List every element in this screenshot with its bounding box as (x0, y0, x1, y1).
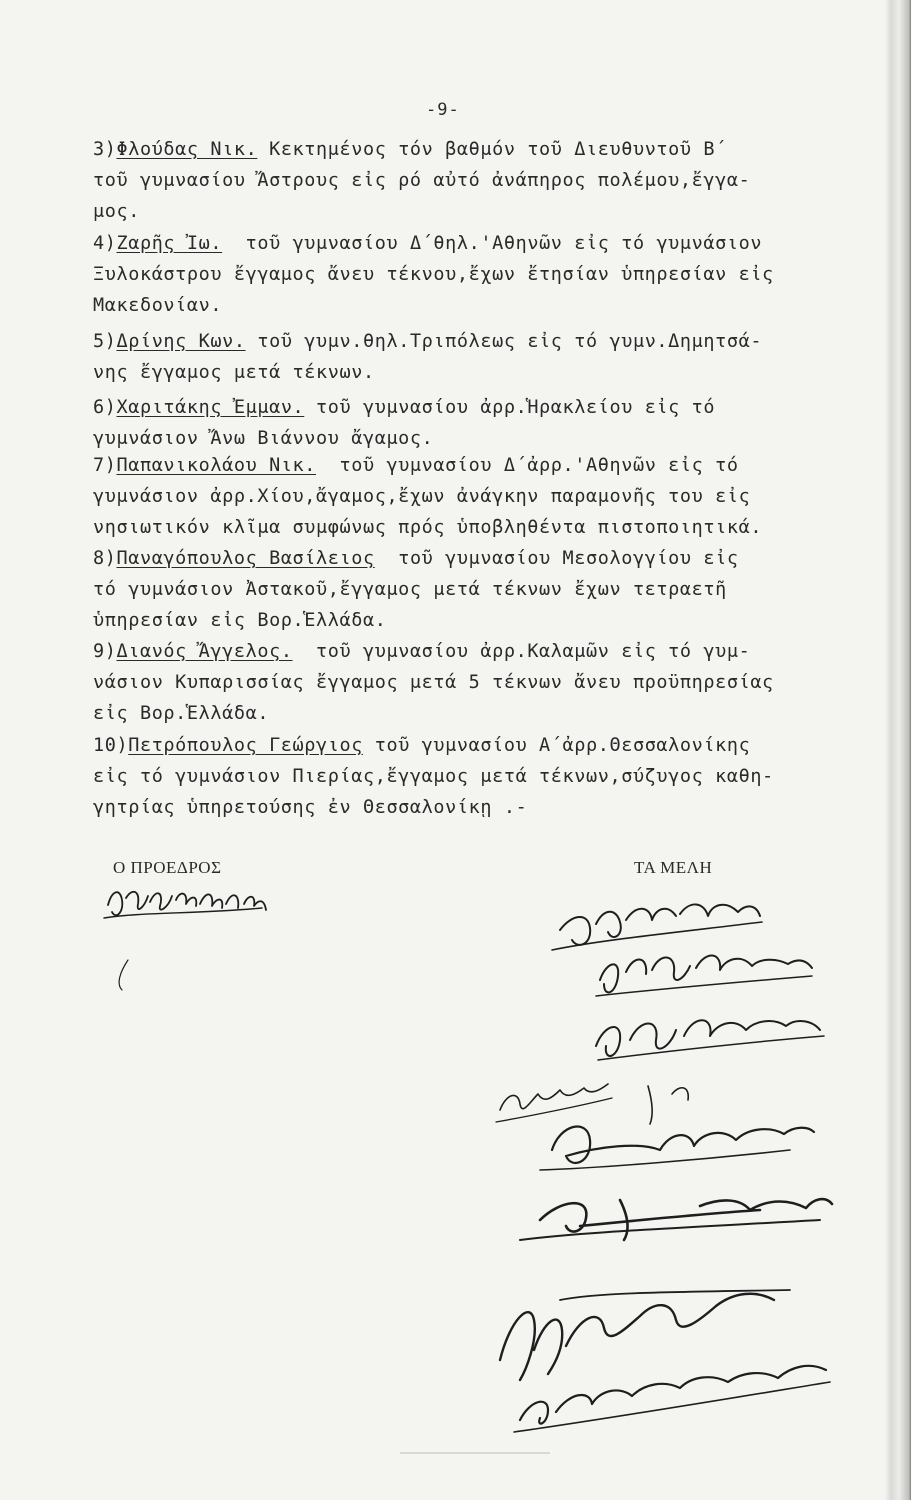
entry-9 (93, 636, 853, 729)
entry-text-line: γυμνάσιον ἀρρ.Χίου,ἄγαμος,ἔχων ἀνάγκην παραμονῆς του εἰς (93, 486, 751, 507)
entry-text: τοῦ γυμνασίου ἀρρ.Ἡρακλείου εἰς τό (304, 397, 716, 418)
entry-first-line (93, 543, 853, 574)
member-signature-7 (500, 1290, 790, 1380)
entry-first-line (93, 228, 853, 259)
entry-text: τοῦ γυμνασίου Δ΄ἀρρ.'Αθηνῶν εἰς τό (316, 455, 739, 476)
entry-text-line: νάσιον Κυπαρισσίας ἔγγαμος μετά 5 τέκνων ἄνευ προϋπηρεσίας (93, 672, 774, 693)
entry-text-line: μος. (93, 201, 140, 222)
scan-artifact (400, 1452, 550, 1454)
member-signature-5 (540, 1127, 814, 1170)
entry-first-line (93, 134, 853, 165)
teacher-name: Παπανικολάου Νικ. (116, 455, 317, 476)
entry-4 (93, 228, 853, 321)
member-signature-1 (552, 904, 762, 950)
entry-number: 3) (93, 139, 117, 160)
entry-8 (93, 543, 853, 636)
entry-number: 6) (93, 397, 117, 418)
entry-first-line (93, 326, 853, 357)
entry-first-line (93, 730, 853, 761)
entry-5 (93, 326, 853, 388)
member-signature-2 (596, 955, 812, 996)
entry-number: 5) (93, 331, 117, 352)
entry-3 (93, 134, 853, 227)
entry-number: 10) (93, 735, 129, 756)
entry-text-line: τό γυμνάσιον Ἀστακοῦ,ἔγγαμος μετά τέκνων ἔχων τετραετῆ (93, 579, 727, 600)
entry-text-line: Ξυλοκάστρου ἔγγαμος ἄνευ τέκνου,ἔχων ἔτησίαν ὑπηρεσίαν εἰς (93, 264, 774, 285)
teacher-name: Παναγόπουλος Βασίλειος (116, 548, 375, 569)
entry-text-line: τοῦ γυμνασίου Ἄστρους εἰς ρό αὐτό ἀνάπηρος πολέμου,ἔγγα- (93, 170, 751, 191)
page-number: -9- (426, 100, 460, 120)
entry-text-line: νης ἔγγαμος μετά τέκνων. (93, 362, 375, 383)
entry-text-line: Μακεδονίαν. (93, 295, 223, 316)
teacher-name: Πετρόπουλος Γεώργιος (128, 735, 363, 756)
entry-text-line: γυμνάσιον Ἄνω Βιάννου ἄγαμος. (93, 428, 434, 449)
member-signature-4 (496, 1084, 688, 1124)
entry-text-line: γητρίας ὑπηρετούσης ἐν Θεσσαλονίκῃ .- (93, 797, 528, 818)
member-signature-8 (514, 1366, 830, 1432)
teacher-name: Φλούδας Νικ. (116, 139, 258, 160)
entry-text: τοῦ γυμνασίου Δ΄θηλ.'Αθηνῶν εἰς τό γυμνάσιον (222, 233, 763, 254)
president-signature (104, 892, 266, 990)
entry-number: 7) (93, 455, 117, 476)
entry-text: τοῦ γυμνασίου Μεσολογγίου εἰς (374, 548, 739, 569)
entry-first-line (93, 636, 853, 667)
entry-first-line (93, 450, 853, 481)
entry-number: 9) (93, 641, 117, 662)
entry-text-line: εἰς τό γυμνάσιον Πιερίας,ἔγγαμος μετά τέκνων,σύζυγος καθη- (93, 766, 774, 787)
entry-6 (93, 392, 853, 454)
member-signature-3 (596, 1020, 824, 1060)
scan-edge (885, 0, 911, 1500)
entry-first-line (93, 392, 853, 423)
teacher-name: Ζαρῆς Ἰω. (116, 233, 223, 254)
teacher-name: Διανός Ἄγγελος. (116, 641, 293, 662)
president-label: Ο ΠΡΟΕΔΡΟΣ (113, 858, 222, 877)
entry-text-line: ὑπηρεσίαν εἰς Βορ.Ἑλλάδα. (93, 610, 387, 631)
entry-number: 4) (93, 233, 117, 254)
teacher-name: Χαριτάκης Ἐμμαν. (116, 397, 305, 418)
entry-text-line: νησιωτικόν κλῖμα συμφώνως πρός ὑποβληθέντα πιστοποιητικά. (93, 517, 763, 538)
entry-text: Κεκτημένος τόν βαθμόν τοῦ Διευθυντοῦ Β΄ (257, 139, 727, 160)
entry-text: τοῦ γυμνασίου Α΄ἀρρ.Θεσσαλονίκης (362, 735, 751, 756)
entry-7 (93, 450, 853, 543)
entry-number: 8) (93, 548, 117, 569)
entry-text: τοῦ γυμνασίου ἀρρ.Καλαμῶν εἰς τό γυμ- (292, 641, 751, 662)
teacher-name: Δρίνης Κων. (116, 331, 246, 352)
members-label: ΤΑ ΜΕΛΗ (634, 858, 713, 877)
member-signature-6 (520, 1199, 832, 1240)
entry-10 (93, 730, 853, 823)
entry-text-line: εἰς Βορ.Ἑλλάδα. (93, 703, 270, 724)
entry-text: τοῦ γυμν.θηλ.Τριπόλεως εἰς τό γυμν.Δημητσά- (245, 331, 763, 352)
